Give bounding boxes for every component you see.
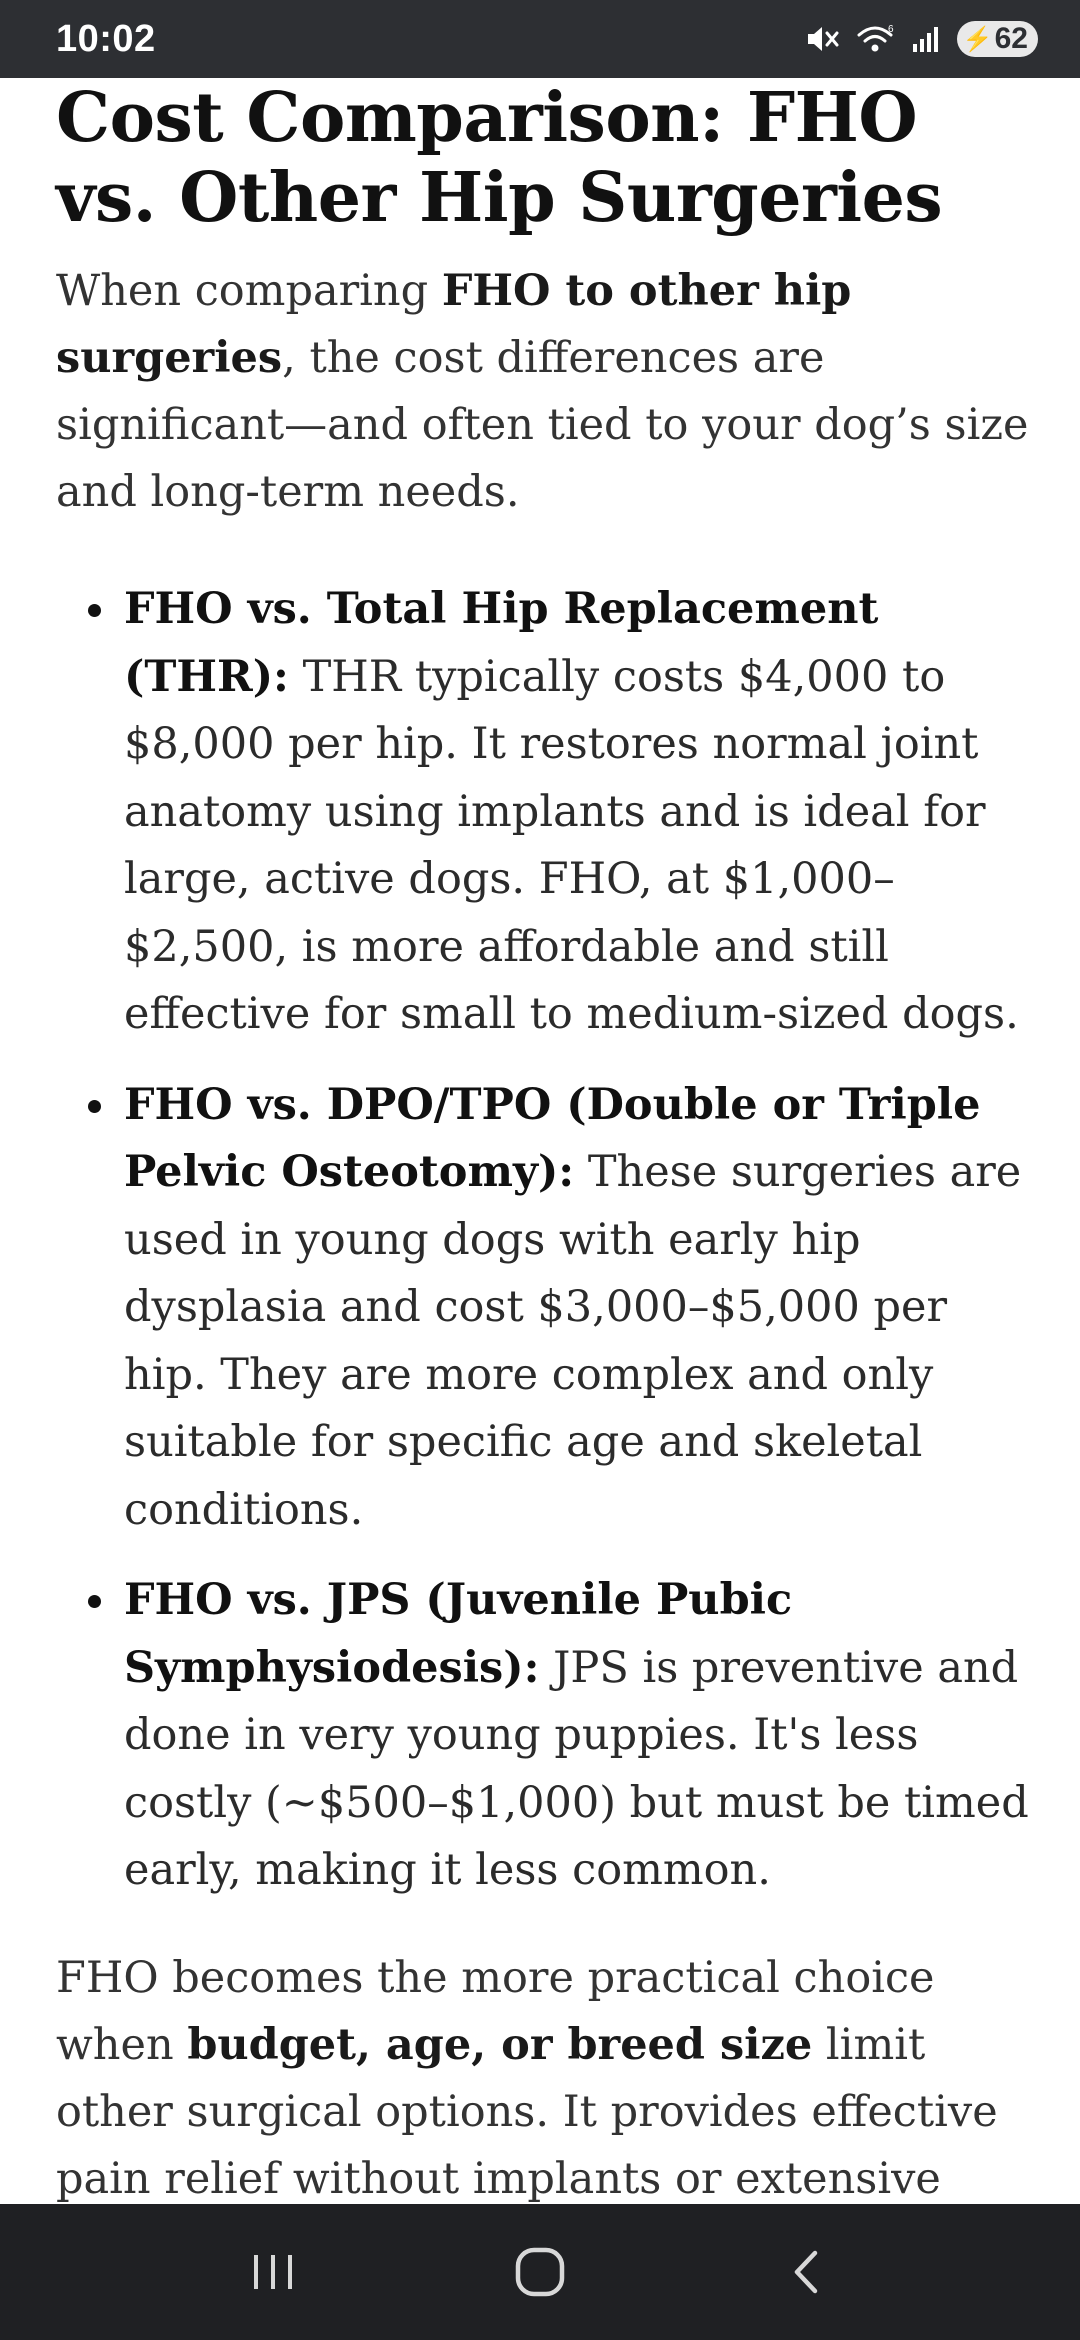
article-content	[56, 78, 1031, 2280]
list-item-heading: FHO vs. Total Hip Replacement (THR):	[124, 584, 879, 702]
mute-icon	[805, 23, 839, 55]
navigation-bar	[0, 2204, 1080, 2340]
battery-charging-icon: ⚡ 62	[957, 21, 1038, 57]
comparison-list	[56, 576, 1031, 1905]
svg-text:6: 6	[887, 24, 894, 35]
status-icons	[805, 21, 1038, 57]
intro-paragraph: When comparing FHO to other hip surgeries, the cost differences are significant—and often tied to your dog’s size and long-term needs.	[56, 266, 1029, 517]
list-item-text: THR typically costs $4,000 to $8,000 per hip. It restores normal joint anatomy using implants and is ideal for large, active dogs. FHO, at $1,000–$2,500, is more affordable and still effective for small to medium-sized dogs.	[124, 651, 1019, 1039]
recent-apps-icon[interactable]	[213, 2222, 333, 2322]
back-icon[interactable]	[747, 2222, 867, 2322]
list-item-heading: FHO vs. DPO/TPO (Double or Triple Pelvic Osteotomy):	[124, 1079, 981, 1197]
status-bar	[0, 0, 1080, 78]
list-item	[124, 1567, 1031, 1905]
closing-paragraph: FHO becomes the more practical choice when budget, age, or breed size limit other surgical options. It provides effective pain relief without implants or extensive	[56, 1952, 998, 2204]
wifi-icon	[855, 23, 895, 55]
list-item	[124, 576, 1031, 1049]
article-title: Cost Comparison: FHO vs. Other Hip Surgeries	[56, 78, 943, 238]
intro-bold: FHO to other hip surgeries	[56, 266, 852, 383]
closing-bold: budget, age, or breed size	[187, 2019, 813, 2070]
battery-level: 62	[994, 22, 1028, 55]
list-item-text: JPS is preventive and done in very young puppies. It's less costly (~$500–$1,000) but must be timed early, making it less common.	[124, 1642, 1029, 1895]
home-icon[interactable]	[480, 2222, 600, 2322]
list-item-text: These surgeries are used in young dogs with early hip dysplasia and cost $3,000–$5,000 per hip. They are more complex and only suitable for specific age and skeletal conditions.	[124, 1147, 1022, 1535]
list-item-heading: FHO vs. JPS (Juvenile Pubic Symphysiodesis):	[124, 1575, 793, 1693]
status-time: 10:02	[56, 17, 156, 60]
signal-icon	[911, 24, 941, 54]
list-item	[124, 1072, 1031, 1545]
